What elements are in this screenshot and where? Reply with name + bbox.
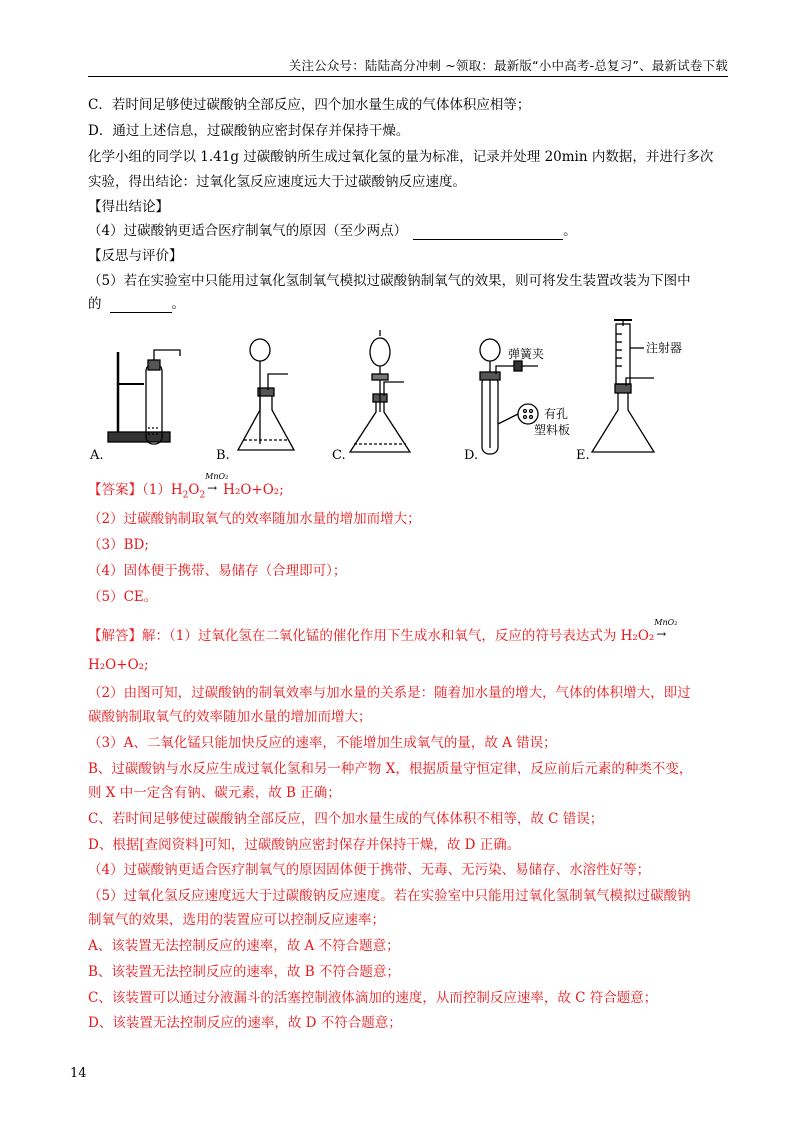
analysis-line-10: （5）过氧化氢反应速度远大于过碳酸钠反应速度。若在实验室中只能用过氧化氢制氧气模拟过碳酸钠 [88, 888, 691, 904]
analysis-line-11: 制氧气的效果，选用的装置应可以控制反应速率； [88, 912, 385, 928]
plate-label-2: 塑料板 [534, 423, 571, 437]
analysis-line-13: B、该装置无法控制反应的速率，故 B 不符合题意； [88, 964, 400, 980]
analysis-line-14: C、该装置可以通过分液漏斗的活塞控制液体滴加的速度，从而控制反应速率，故 C 符合题意； [88, 990, 658, 1006]
answer-1-o: O [188, 482, 200, 498]
spring-clip-label: 弹簧夹 [508, 347, 545, 361]
apparatus-e [592, 320, 654, 452]
question-4 [88, 222, 577, 240]
question-4-end: 。 [563, 223, 577, 239]
syringe-label: 注射器 [646, 341, 683, 355]
catalyst-label: MnO₂ [205, 472, 229, 481]
label-c: C. [332, 448, 346, 462]
answer-1-pre: （1）H [142, 482, 183, 498]
paragraph-line-1: 化学小组的同学以 1.41g 过碳酸钠所生成过氧化氢的量为标准，记录并处理 20min 内数据，并进行多次 [88, 149, 714, 165]
answer-blank-5 [110, 298, 172, 313]
answer-blank-4 [413, 225, 563, 240]
analysis-line-15: D、该装置无法控制反应的速率，故 D 不符合题意； [88, 1015, 402, 1031]
apparatus-b [238, 339, 294, 450]
answer-line-2: （2）过碳酸钠制取氧气的效率随加水量的增加而增大； [88, 511, 421, 527]
answer-line-1 [88, 472, 284, 505]
answer-1-post: H₂O+O₂; [223, 482, 284, 498]
header-divider [88, 76, 728, 77]
analysis-line-7: C、若时间足够使过碳酸钠全部反应，四个加水量生成的气体体积不相等，故 C 错误； [88, 811, 604, 827]
question-5-line-2 [88, 295, 185, 313]
analysis-catalyst-arrow [654, 618, 678, 641]
label-b: B. [216, 448, 230, 462]
apparatus-figure [88, 312, 728, 462]
apparatus-c [350, 330, 410, 452]
question-4-text: （4）过碳酸钠更适合医疗制氧气的原因（至少两点） [88, 223, 408, 239]
analysis-line-3: 碳酸钠制取氧气的效率随加水量的增加而增大； [88, 709, 372, 725]
analysis-line-1-cont: H₂O+O₂; [88, 657, 149, 673]
apparatus-a [108, 350, 180, 444]
answer-line-5: （5）CE。 [88, 589, 158, 605]
analysis-line-4: （3）A、二氧化锰只能加快反应的速率，不能增加生成氧气的量，故 A 错误； [88, 735, 557, 751]
answer-tag: 【答案】 [88, 482, 142, 498]
label-e: E. [576, 448, 590, 462]
answer-1-sub2: 2 [199, 490, 206, 501]
analysis-line-2: （2）由图可知，过碳酸钠的制氧效率与加水量的关系是：随着加水量的增大，气体的体积增大，即过 [88, 685, 691, 701]
option-c-text: C．若时间足够使过碳酸钠全部反应，四个加水量生成的气体体积应相等； [88, 97, 531, 113]
answer-1-sub1: 2 [182, 490, 189, 501]
section-conclusion: 【得出结论】 [88, 199, 169, 215]
answer-line-3: （3）BD; [88, 537, 149, 553]
analysis-line-5: B、过碳酸钠与水反应生成过氧化氢和另一种产物 X，根据质量守恒定律，反应前后元素的种类不变， [88, 761, 693, 777]
option-d-text: D．通过上述信息，过碳酸钠应密封保存并保持干燥。 [88, 123, 410, 139]
analysis-line-8: D、根据[查阅资料]可知，过碳酸钠应密封保存并保持干燥，故 D 正确。 [88, 837, 521, 853]
analysis-line-1 [88, 618, 678, 645]
page-number: 14 [70, 1066, 87, 1081]
reaction-arrow: → [207, 481, 218, 495]
page-header: 关注公众号：陆陆高分冲刺 ~领取：最新版“小中高考-总复习”、最新试卷下载 [288, 58, 728, 73]
analysis-tag: 【解答】 [88, 628, 142, 644]
analysis-1-text: 解：（1）过氧化氢在二氧化锰的催化作用下生成水和氧气，反应的符号表达式为 H₂O₂ [142, 628, 655, 644]
analysis-line-12: A、该装置无法控制反应的速率，故 A 不符合题意； [88, 938, 400, 954]
label-a: A. [90, 448, 104, 462]
answer-line-4: （4）固体便于携带、易储存（合理即可）； [88, 563, 347, 579]
question-5-line-1: （5）若在实验室中只能用过氧化氢制氧气模拟过碳酸钠制氧气的效果，则可将发生装置改装为下图中 [88, 273, 691, 289]
question-5-de: 的 [88, 296, 102, 312]
analysis-line-6: 则 X 中一定含有钠、碳元素，故 B 正确； [88, 785, 341, 801]
analysis-line-9: （4）过碳酸钠更适合医疗制氧气的原因固体便于携带、无毒、无污染、易储存、水溶性好等； [88, 862, 651, 878]
analysis-reaction-arrow: → [656, 627, 667, 641]
label-d: D. [464, 448, 479, 462]
analysis-catalyst-label: MnO₂ [654, 618, 678, 627]
plate-label-1: 有孔 [544, 407, 569, 421]
question-5-end: 。 [171, 296, 185, 312]
section-reflection: 【反思与评价】 [88, 248, 183, 264]
catalyst-arrow [205, 472, 229, 495]
paragraph-line-2: 实验，得出结论：过氧化氢反应速度远大于过碳酸钠反应速度。 [88, 174, 466, 190]
